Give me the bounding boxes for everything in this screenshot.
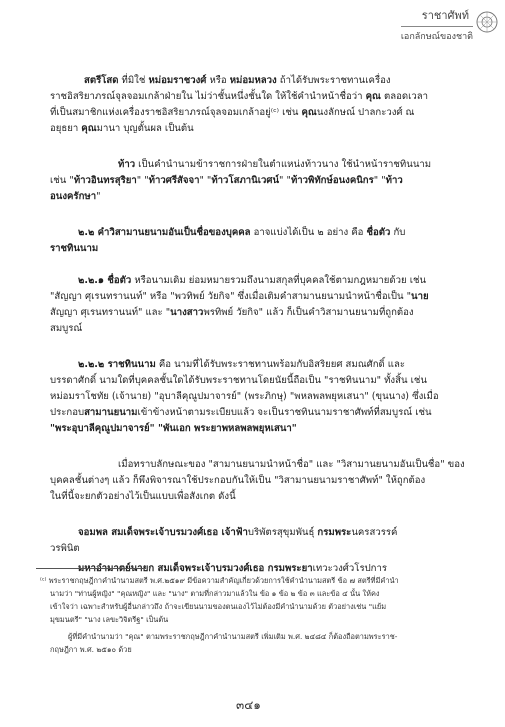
body-text-line bbox=[78, 358, 405, 371]
bold-text-segment: หม่อมราชวงศ์ bbox=[148, 75, 207, 86]
text-segment: " " bbox=[199, 175, 212, 186]
text-segment: นงลักษณ์ ปาลกะวงศ์ ณ bbox=[316, 107, 415, 118]
text-segment: ถ้าได้รับพระราชทานเครื่อง bbox=[276, 75, 391, 86]
body-text-line bbox=[78, 526, 397, 539]
text-segment: นครสวรรค์ bbox=[351, 527, 398, 538]
text-segment: ประกอบ bbox=[50, 407, 85, 418]
bold-text-segment: อนงครักษา bbox=[50, 191, 97, 202]
text-segment: " " bbox=[136, 175, 149, 186]
text-segment: เป็นคำนำนามข้าราชการฝ่ายในตำแหน่งท้าวนาง ใช้นำหน้าราชทินนาม bbox=[135, 159, 432, 170]
body-text-line bbox=[50, 174, 403, 187]
text-segment: กับ bbox=[390, 227, 406, 238]
bold-text-segment: คุณ bbox=[365, 91, 381, 102]
text-segment: ที่เป็นสมาชิกแห่งเครื่องราชอิสริยาภรณ์จุลจอมเกล้าอยู่⁽ᶜ⁾ เช่น bbox=[50, 107, 302, 118]
text-segment: พรทิพย์ วัยกิจ" แล้ว ก็เป็นคำวิสามานยนามที่ถูกต้อง bbox=[203, 307, 414, 318]
bold-text-segment: ท้าวอินทรสุริยา bbox=[73, 175, 137, 186]
text-segment: บรรดาศักดิ์ นามใดที่บุคคลชั้นใดได้รับพระราชทานโดยนัยนี้ถือเป็น "ราชทินนาม" ทั้งสิ้น เช่น bbox=[50, 375, 427, 386]
text-segment: อยุธยา bbox=[50, 123, 82, 134]
bold-text-segment: สตรีโสด bbox=[84, 75, 119, 86]
body-text-line bbox=[84, 74, 391, 87]
body-text-line bbox=[78, 226, 405, 239]
body-text-line bbox=[50, 242, 98, 255]
footnote-line: ผู้ที่มีคำนำนามว่า "คุณ" ตามพระราชกฤษฎีกาคำนำนามสตรี เพิ่มเติม พ.ศ. ๒๔๘๔ ก็ต้องถือตามพระราช- bbox=[68, 632, 398, 641]
footnote-line: มุขมนตรี" "นาง เลขะวิจิตรีฐ" เป็นต้น bbox=[50, 615, 169, 624]
text-segment: ในที่นี้จะยกตัวอย่างไว้เป็นแบบเพื่อสังเกต ดังนี้ bbox=[50, 491, 236, 502]
bold-text-segment: นางสาว bbox=[170, 307, 204, 318]
bold-text-segment: ท้าว bbox=[385, 175, 403, 186]
body-text-line bbox=[118, 458, 465, 471]
text-segment: หม่อมราโชทัย (เจ้านาย) "อุบาลีคุณูปมาจารย์" (พระภิกษุ) "พหลพลพยุหเสนา" (ขุนนาง) ซึ่งเมื่อ bbox=[50, 391, 439, 402]
text-segment: บริพัตรสุขุมพันธุ์ bbox=[247, 527, 318, 538]
footnote-line: กฤษฎีกา พ.ศ. ๒๕๑๐ ด้วย bbox=[50, 645, 132, 654]
bold-text-segment: ท้าวพิทักษ์อนงคนิกร bbox=[290, 175, 374, 186]
seal-icon bbox=[475, 10, 499, 34]
body-text-line bbox=[50, 422, 297, 435]
bold-text-segment: ๒.๒.๑ ชื่อตัว bbox=[78, 275, 132, 286]
body-text-line bbox=[50, 490, 236, 503]
text-segment: เข้าข้างหน้าตามระเบียบแล้ว จะเป็นราชทินนามราชาศัพท์ที่สมบูรณ์ เช่น bbox=[137, 407, 432, 418]
body-text-line bbox=[50, 122, 194, 135]
bold-text-segment: จอมพล สมเด็จพระเจ้าบรมวงศ์เธอ เจ้าฟ้า bbox=[78, 527, 248, 538]
footnote-line: เข้าใจว่า เฉพาะสำหรับผู้อื่นกล่าวถึง ถ้าจะเขียนนามของตนเองไว้ไม่ต้องมีคำนำนามด้วย ตัวอย่างเช่น "แย้ม bbox=[50, 602, 387, 611]
bold-text-segment: กรมพระ bbox=[317, 527, 352, 538]
text-segment: เทวะวงศ์วโรปการ bbox=[312, 563, 388, 574]
bold-text-segment: ท้าวโสภานิเวศน์ bbox=[211, 175, 280, 186]
text-segment: อาจแบ่งได้เป็น ๒ อย่าง คือ bbox=[250, 227, 367, 238]
body-text-line bbox=[50, 322, 82, 335]
bold-text-segment: ท้าวศรีสัจจา bbox=[148, 175, 200, 186]
bold-text-segment: คุณ bbox=[301, 107, 317, 118]
bold-text-segment: ราชทินนาม bbox=[50, 243, 99, 254]
body-text-line bbox=[50, 474, 425, 487]
bold-text-segment: คุณ bbox=[81, 123, 97, 134]
text-segment: "สัญญา ศุเรนทรานนท์" หรือ "พวทิพย์ วัยกิจ" ซึ่งเมื่อเติมคำสามานยนามนำหน้าชื่อเป็น " bbox=[50, 291, 412, 302]
body-text-line bbox=[50, 406, 432, 419]
text-segment: เมื่อทราบลักษณะของ "สามานยนามนำหน้าชื่อ" และ "วิสามานยนามอันเป็นชื่อ" ของ bbox=[118, 459, 465, 470]
body-text-line bbox=[118, 158, 431, 171]
header-logo bbox=[384, 4, 499, 48]
text-segment: ตลอดเวลา bbox=[380, 91, 429, 102]
text-segment: สมบูรณ์ bbox=[50, 323, 83, 334]
bold-text-segment: ท้าว bbox=[118, 159, 136, 170]
body-text-line bbox=[50, 374, 427, 387]
page-number: ๓๔๑ bbox=[236, 698, 261, 712]
text-segment: บุคคลชั้นต่างๆ แล้ว ก็พึงพิจารณาใช้ประกอบกันให้เป็น "วิสามานยนามราชาศัพท์" ให้ถูกต้อง bbox=[50, 475, 426, 486]
header-subtitle: เอกลักษณ์ของชาติ bbox=[401, 26, 473, 43]
body-text-line bbox=[50, 106, 414, 119]
bold-text-segment: ชื่อตัว bbox=[366, 227, 391, 238]
text-segment: มานา บุญตั้นผล เป็นต้น bbox=[96, 123, 194, 134]
body-text-line bbox=[50, 290, 429, 303]
text-segment: หรือ bbox=[206, 75, 230, 86]
bold-text-segment: ๒.๒ คำวิสามานยนามอันเป็นชื่อของบุคคล bbox=[78, 227, 251, 238]
text-segment: สัญญา ศุเรนทรานนท์" และ " bbox=[50, 307, 171, 318]
body-text-line bbox=[50, 306, 414, 319]
footnote-line: ⁽ᶜ⁾ พระราชกฤษฎีกาคำนำนามสตรี พ.ศ.๒๕๑๙ มีข้อความสำคัญเกี่ยวด้วยการใช้คำนำนามสตรี ข้อ ๗ สตรีที่มีคำนำ bbox=[40, 576, 399, 585]
bold-text-segment: ๒.๒.๒ ราชทินนาม bbox=[78, 359, 156, 370]
text-segment: " " bbox=[279, 175, 291, 186]
text-segment: เช่น " bbox=[50, 175, 74, 186]
body-text-line bbox=[50, 190, 101, 203]
body-text-line bbox=[78, 274, 426, 287]
text-segment: ราชอิสริยาภรณ์จุลจอมเกล้าฝ่ายใน ไม่ว่าชั้นหนึ่งชั้นใด ให้ใช้คำนำหน้าชื่อว่า bbox=[50, 91, 366, 102]
body-text-line bbox=[50, 90, 428, 103]
bold-text-segment: นาย bbox=[411, 291, 429, 302]
text-segment: คือ นามที่ได้รับพระราชทานพร้อมกับอิสริยยศ สมณศักดิ์ และ bbox=[155, 359, 406, 370]
bold-text-segment: สามานยนาม bbox=[84, 407, 138, 418]
bold-text-segment: "พระอุบาลีคุณูปมาจารย์" "พันเอก พระยาพหลพลพยุหเสนา" bbox=[50, 423, 297, 434]
text-segment: วรพินิต bbox=[50, 543, 80, 554]
bold-text-segment: หม่อมหลวง bbox=[229, 75, 277, 86]
text-segment: ที่มิใช่ bbox=[118, 75, 149, 86]
footnote-rule bbox=[36, 568, 146, 569]
text-segment: หรือนามเดิม ย่อมหมายรวมถึงนามสกุลที่บุคคลใช้ตามกฎหมายด้วย เช่น bbox=[131, 275, 427, 286]
body-text-line bbox=[50, 390, 439, 403]
text-segment: " bbox=[96, 191, 101, 202]
footnote-line: นามว่า "ท่านผู้หญิง" "คุณหญิง" และ "นาง" ตามที่กล่าวมาแล้วใน ข้อ ๑ ข้อ ๒ ข้อ ๓ และข้อ ๔ นั้น ให้คง bbox=[50, 589, 380, 598]
text-segment: " " bbox=[373, 175, 386, 186]
bold-text-segment: มหาอำมาตย์นายก สมเด็จพระเจ้าบรมวงศ์เธอ กรมพระยา bbox=[78, 563, 313, 574]
header-title: ราชาศัพท์ bbox=[421, 9, 469, 22]
body-text-line bbox=[50, 542, 80, 555]
